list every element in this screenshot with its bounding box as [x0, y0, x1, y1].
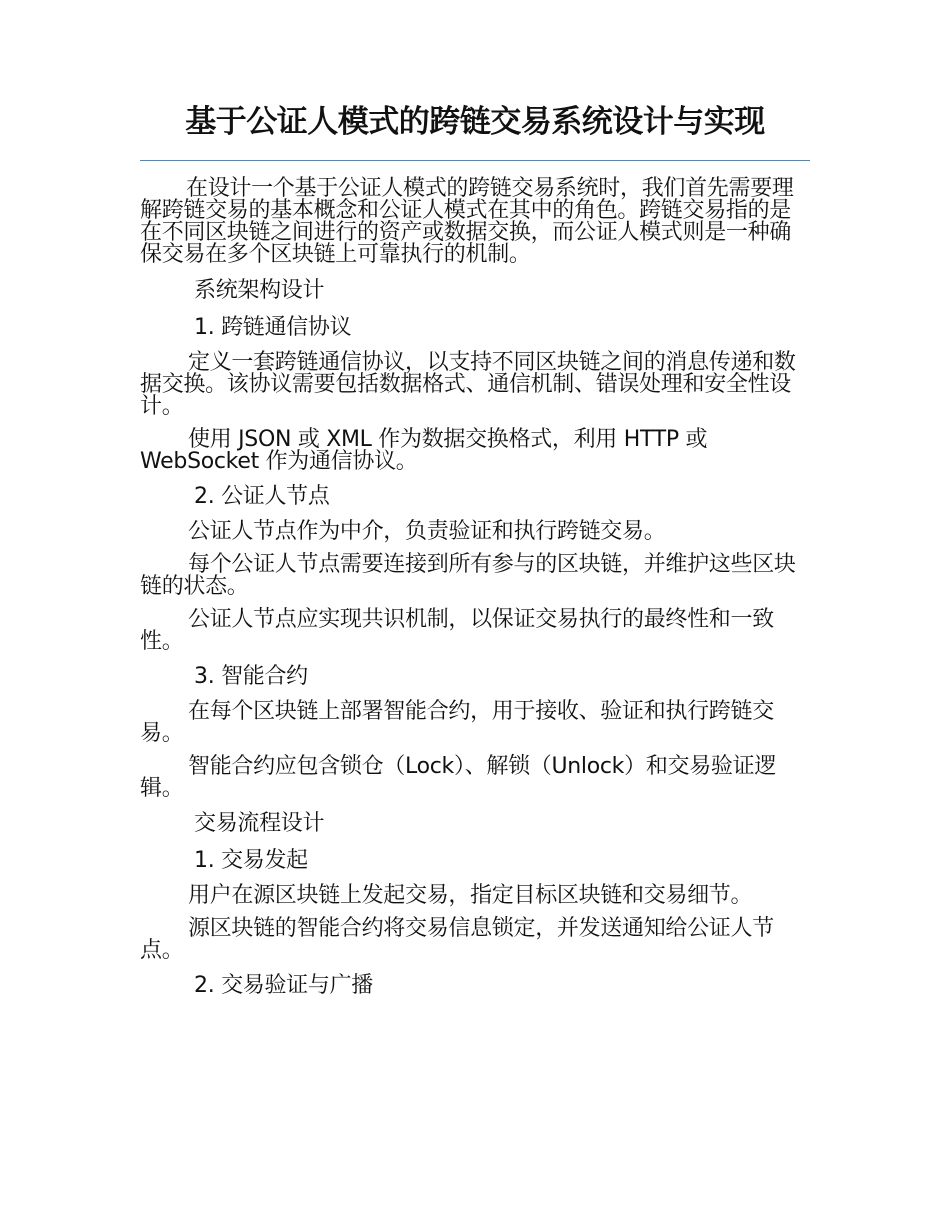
notary-paragraph-1: 公证人节点作为中介，负责验证和执行跨链交易。 [188, 519, 666, 544]
section-heading-architecture: 系统架构设计 [194, 278, 325, 303]
initiate-paragraph-1: 用户在源区块链上发起交易，指定目标区块链和交易细节。 [188, 883, 753, 908]
subheading-contract: 3. 智能合约 [194, 664, 308, 689]
title-divider [140, 160, 810, 161]
section-heading-flow: 交易流程设计 [194, 811, 325, 836]
intro-paragraph: 在设计一个基于公证人模式的跨链交易系统时，我们首先需要理解跨链交易的基本概念和公证人模式在其中的角色。跨链交易指的是在不同区块链之间进行的资产或数据交换，而公证人模式则是一种确保交易在多个区块链上可靠执行的机制。 [140, 176, 794, 267]
document-title: 基于公证人模式的跨链交易系统设计与实现 [185, 104, 765, 140]
contract-paragraph-1: 在每个区块链上部署智能合约，用于接收、验证和执行跨链交易。 [140, 699, 774, 746]
subheading-protocol: 1. 跨链通信协议 [194, 315, 352, 340]
subheading-notary: 2. 公证人节点 [194, 484, 330, 509]
protocol-paragraph-1: 定义一套跨链通信协议，以支持不同区块链之间的消息传递和数据交换。该协议需要包括数据格式、通信机制、错误处理和安全性设计。 [140, 350, 796, 419]
initiate-paragraph-2: 源区块链的智能合约将交易信息锁定，并发送通知给公证人节点。 [140, 916, 774, 963]
notary-paragraph-3: 公证人节点应实现共识机制，以保证交易执行的最终性和一致性。 [140, 607, 774, 654]
protocol-paragraph-2: 使用 JSON 或 XML 作为数据交换格式，利用 HTTP 或 WebSocket 作为通信协议。 [140, 427, 708, 474]
contract-paragraph-2: 智能合约应包含锁仓（Lock）、解锁（Unlock）和交易验证逻辑。 [140, 754, 777, 801]
document-body [140, 178, 810, 1010]
notary-paragraph-2: 每个公证人节点需要连接到所有参与的区块链，并维护这些区块链的状态。 [140, 552, 796, 599]
subheading-initiate: 1. 交易发起 [194, 848, 308, 873]
subheading-verify: 2. 交易验证与广播 [194, 973, 373, 998]
